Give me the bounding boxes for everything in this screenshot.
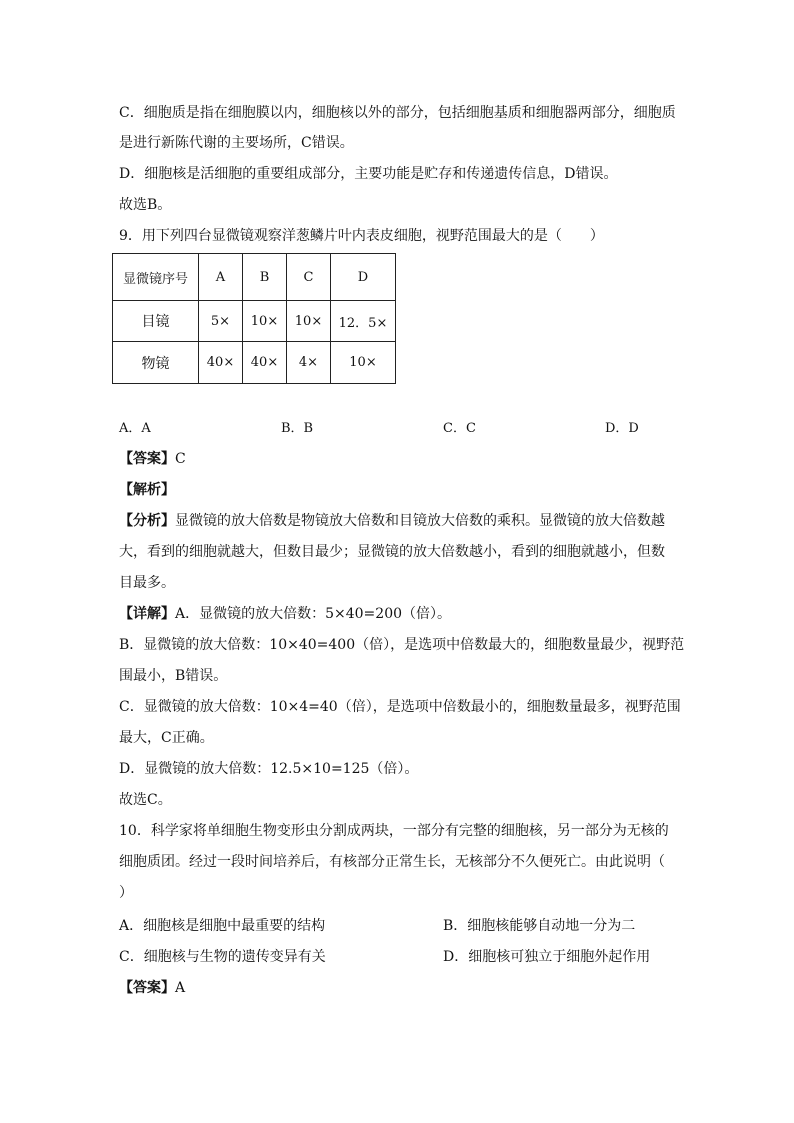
q10-stem-line2: 细胞质团。经过一段时间培养后，有核部分正常生长，无核部分不久便死亡。由此说明（: [119, 854, 665, 870]
xiangjie-label: 【详解】: [119, 606, 175, 622]
q9-fenxi-line1: [119, 511, 665, 531]
table-cell: 40×: [199, 342, 243, 384]
q9-b-line1: B．显微镜的放大倍数：10×40=400（倍），是选项中倍数最大的，细胞数量最少，视野范: [119, 637, 685, 653]
table-header-row: [113, 254, 396, 301]
answer-value: A: [175, 980, 186, 996]
table-cell: 目镜: [113, 301, 199, 342]
table-header-cell: B: [243, 254, 287, 301]
q10-stem-line3: ）: [119, 885, 133, 901]
q9-option-d: D．D: [605, 421, 639, 436]
q9-conclusion: 故选C。: [119, 792, 172, 808]
q8-conclusion: 故选B。: [119, 197, 172, 213]
q10-answer: [119, 978, 185, 998]
q9-c-line2: 最大，C正确。: [119, 730, 214, 746]
answer-label: 【答案】: [119, 980, 175, 996]
microscope-table: [112, 253, 396, 384]
q9-fenxi-line3: 目最多。: [119, 575, 175, 591]
table-header-cell: A: [199, 254, 243, 301]
q9-option-b: B．B: [281, 421, 314, 436]
q9-fenxi-line2: 大，看到的细胞就越大，但数目最少；显微镜的放大倍数越小，看到的细胞就越小，但数: [119, 544, 665, 560]
q10-option-d: D．细胞核可独立于细胞外起作用: [443, 949, 651, 965]
q8-option-c-line2: 是进行新陈代谢的主要场所，C错误。: [119, 135, 354, 151]
fenxi-label: 【分析】: [119, 513, 175, 529]
table-cell: 10×: [331, 342, 396, 384]
table-cell: 40×: [243, 342, 287, 384]
q9-c-line1: C．显微镜的放大倍数：10×4=40（倍），是选项中倍数最小的，细胞数量最多，视野范围: [119, 699, 681, 715]
table-row: [113, 301, 396, 342]
table-cell: 10×: [243, 301, 287, 342]
q9-xiangjie-a: [119, 604, 451, 624]
q8-option-c-line1: C．细胞质是指在细胞膜以内，细胞核以外的部分，包括细胞基质和细胞器两部分，细胞质: [119, 105, 676, 121]
fenxi-text: 显微镜的放大倍数是物镜放大倍数和目镜放大倍数的乘积。显微镜的放大倍数越: [175, 513, 665, 529]
q8-option-d: D．细胞核是活细胞的重要组成部分，主要功能是贮存和传递遗传信息，D错误。: [119, 166, 618, 182]
table-row: [113, 342, 396, 384]
table-cell: 4×: [287, 342, 331, 384]
q10-option-c: C．细胞核与生物的遗传变异有关: [119, 949, 326, 965]
q10-stem-line1: 10．科学家将单细胞生物变形虫分割成两块，一部分有完整的细胞核，另一部分为无核的: [119, 823, 669, 839]
q9-stem: 9．用下列四台显微镜观察洋葱鳞片叶内表皮细胞，视野范围最大的是（ ）: [119, 228, 604, 244]
table-cell: 12．5×: [331, 301, 396, 342]
q9-option-a: A．A: [119, 421, 151, 436]
table-header-cell: 显微镜序号: [113, 254, 199, 301]
answer-label: 【答案】: [119, 451, 175, 467]
table-header-cell: D: [331, 254, 396, 301]
q9-option-c: C．C: [443, 421, 476, 436]
q9-d-line: D．显微镜的放大倍数：12.5×10=125（倍）。: [119, 761, 419, 777]
q9-analysis-title: 【解析】: [119, 482, 175, 498]
xiangjie-text: A．显微镜的放大倍数：5×40=200（倍）。: [175, 606, 452, 622]
table-cell: 物镜: [113, 342, 199, 384]
q9-b-line2: 围最小，B错误。: [119, 668, 228, 684]
q9-answer: [119, 449, 186, 469]
table-header-cell: C: [287, 254, 331, 301]
q10-option-a: A．细胞核是细胞中最重要的结构: [119, 918, 326, 934]
table-cell: 5×: [199, 301, 243, 342]
table-cell: 10×: [287, 301, 331, 342]
q10-option-b: B．细胞核能够自动地一分为二: [443, 918, 636, 934]
answer-value: C: [175, 451, 186, 467]
